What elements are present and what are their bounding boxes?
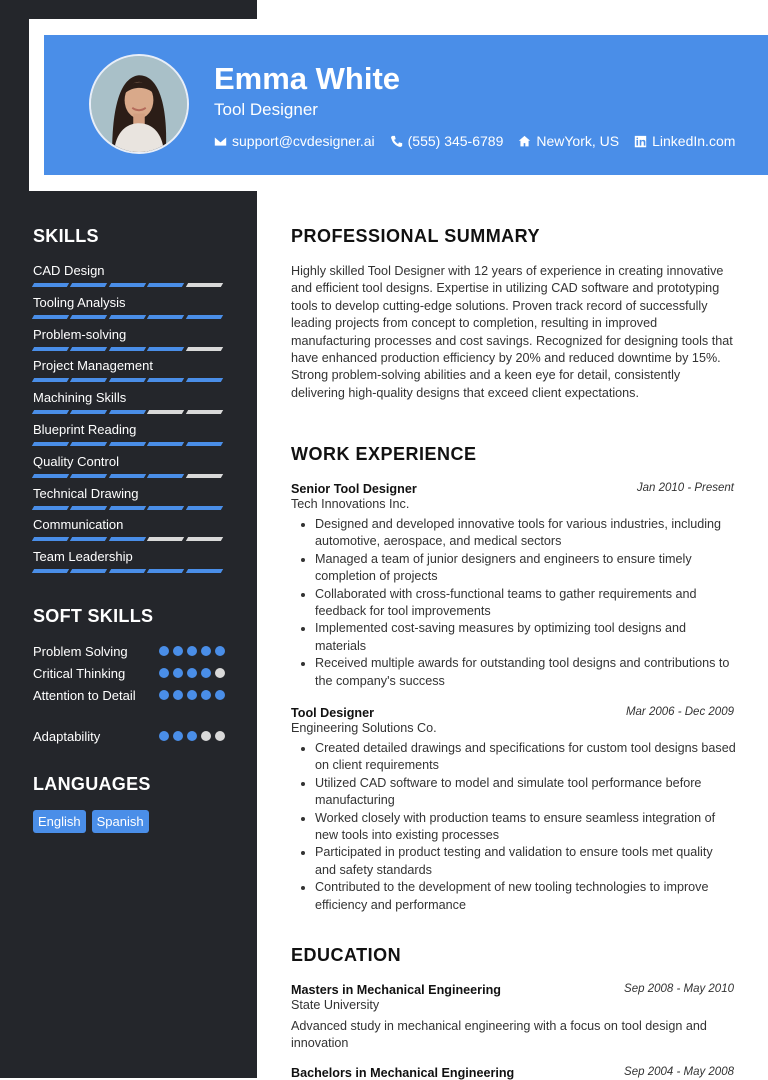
skill-name: Tooling Analysis	[33, 294, 126, 310]
skill-name: Blueprint Reading	[33, 422, 137, 437]
skill-level-segment	[32, 347, 70, 351]
skill-level-segment	[185, 474, 223, 478]
rating-dot	[173, 668, 183, 678]
skill-level-segment	[185, 442, 223, 446]
skill-level-segment	[147, 537, 185, 541]
language-tag: Spanish	[92, 810, 149, 833]
rating-dot	[215, 646, 225, 656]
job-bullet: • Created detailed drawings and specifications for custom tool designs based on client requirements	[315, 740, 736, 775]
skill-level-segment	[70, 410, 108, 414]
skill-level-segment	[32, 569, 70, 573]
job-entry	[291, 482, 736, 690]
skill-level-bar	[33, 537, 223, 541]
skill-level-segment	[109, 347, 147, 351]
soft-skill-name: Problem Solving	[33, 644, 128, 659]
job-bullet: • Collaborated with cross-functional teams to gather requirements and feedback for tool improvements	[315, 586, 736, 621]
skill-level-segment	[70, 537, 108, 541]
job-company: Tech Innovations Inc.	[291, 497, 410, 511]
phone-text: (555) 345-6789	[407, 133, 504, 149]
skill-name: Problem-solving	[33, 326, 127, 342]
job-date: Jan 2010 - Present	[636, 482, 734, 494]
rating-dot	[159, 646, 169, 656]
skill-item	[33, 358, 223, 382]
skill-name: Quality Control	[33, 453, 119, 469]
skill-item	[33, 327, 223, 351]
rating-dot	[159, 668, 169, 678]
job-bullets	[291, 516, 736, 690]
skill-item	[33, 295, 223, 319]
skill-level-bar	[33, 474, 223, 478]
soft-skill-item	[33, 687, 223, 705]
skill-level-segment	[70, 347, 108, 351]
contact-linkedin[interactable]	[634, 133, 735, 149]
job-bullet: • Managed a team of junior designers and engineers to ensure timely completion of projects	[315, 551, 736, 586]
rating-dot	[201, 646, 211, 656]
job-date: Mar 2006 - Dec 2009	[625, 706, 734, 718]
skill-name: Machining Skills	[33, 390, 127, 406]
skill-level-segment	[32, 378, 70, 382]
candidate-name: Emma White	[214, 61, 401, 96]
soft-skill-name: Critical Thinking	[33, 666, 126, 681]
rating-dot	[201, 668, 211, 678]
soft-skill-name: Adaptability	[33, 729, 101, 744]
rating-dot	[173, 731, 183, 741]
languages-list	[33, 810, 149, 833]
degree-title: Masters in Mechanical Engineering	[291, 983, 501, 997]
rating-dot	[215, 690, 225, 700]
skill-item	[33, 390, 223, 414]
home-icon	[518, 135, 531, 148]
skill-level-segment	[109, 283, 147, 287]
skill-level-segment	[109, 506, 147, 510]
soft-skill-rating	[159, 731, 225, 741]
skill-level-segment	[147, 569, 185, 573]
skill-level-segment	[70, 442, 108, 446]
rating-dot	[173, 646, 183, 656]
header-frame	[29, 19, 768, 191]
skill-level-segment	[147, 410, 185, 414]
skill-level-segment	[109, 410, 147, 414]
skill-level-segment	[147, 283, 185, 287]
skill-level-segment	[70, 474, 108, 478]
job-bullet: • Implemented cost-saving measures by optimizing tool designs and materials	[315, 620, 736, 655]
soft-skill-rating	[159, 646, 225, 656]
skill-level-bar	[33, 506, 223, 510]
skill-level-segment	[109, 378, 147, 382]
linkedin-icon	[634, 135, 647, 148]
soft-skill-item	[33, 728, 223, 746]
rating-dot	[159, 690, 169, 700]
skill-level-segment	[147, 315, 185, 319]
email-text: support@cvdesigner.ai	[232, 133, 375, 149]
rating-dot	[215, 668, 225, 678]
contact-phone[interactable]	[390, 133, 504, 149]
skill-level-segment	[147, 506, 185, 510]
soft-skill-rating	[159, 668, 225, 678]
job-company: Engineering Solutions Co.	[291, 721, 437, 735]
summary-text: Highly skilled Tool Designer with 12 years of experience in creating innovative and efficient tool designs. Expertise in utilizing CAD software and prototyping tools to develop cutting-edge solutions. Proven track record of successfully leading projects from concept to completion, resulting in improved manufacturing processes and cost savings. Recognized for designing tools that have enhanced production efficiency by 20% and reduced downtime by 15%. Strong problem-solving abilities and a keen eye for detail, consistently delivering high-quality designs that exceed client expectations.	[291, 264, 733, 400]
profile-photo	[89, 54, 189, 154]
skill-level-segment	[70, 506, 108, 510]
rating-dot	[201, 690, 211, 700]
rating-dot	[159, 731, 169, 741]
skill-level-segment	[147, 474, 185, 478]
candidate-role: Tool Designer	[214, 100, 318, 119]
skill-item	[33, 422, 223, 446]
rating-dot	[187, 646, 197, 656]
skill-level-bar	[33, 283, 223, 287]
skill-name: CAD Design	[33, 263, 105, 278]
envelope-icon	[214, 135, 227, 148]
skill-level-segment	[109, 474, 147, 478]
skill-item	[33, 263, 223, 287]
skill-level-segment	[32, 315, 70, 319]
job-bullet: • Utilized CAD software to model and simulate tool performance before manufacturing	[315, 775, 736, 810]
job-bullets	[291, 740, 736, 914]
rating-dot	[215, 731, 225, 741]
education-entry	[291, 983, 736, 1053]
linkedin-text: LinkedIn.com	[652, 133, 736, 149]
skill-level-segment	[32, 506, 70, 510]
skill-level-segment	[70, 569, 108, 573]
skill-level-bar	[33, 442, 223, 446]
skill-level-segment	[185, 506, 223, 510]
languages-title: LANGUAGES	[33, 774, 151, 794]
job-bullet: • Participated in product testing and validation to ensure tools met quality and safety standards	[315, 844, 736, 879]
contact-email[interactable]	[214, 133, 375, 149]
rating-dot	[201, 731, 211, 741]
skill-name: Technical Drawing	[33, 485, 139, 501]
soft-skill-item	[33, 643, 223, 661]
skill-level-segment	[147, 347, 185, 351]
job-entry	[291, 706, 736, 914]
education-date: Sep 2008 - May 2010	[624, 983, 734, 995]
rating-dot	[187, 731, 197, 741]
job-bullet: • Worked closely with production teams to ensure seamless integration of new tools into existing processes	[315, 810, 736, 845]
location-text: NewYork, US	[536, 133, 620, 149]
skill-level-segment	[32, 410, 70, 414]
skill-level-segment	[109, 537, 147, 541]
skill-name: Communication	[33, 517, 124, 533]
skill-level-bar	[33, 347, 223, 351]
skill-item	[33, 549, 223, 573]
skill-level-segment	[185, 537, 223, 541]
rating-dot	[187, 668, 197, 678]
soft-skill-rating	[159, 690, 225, 700]
experience-title: WORK EXPERIENCE	[291, 444, 477, 464]
job-bullet: • Contributed to the development of new tooling technologies to improve efficiency and performance	[315, 879, 736, 914]
skill-item	[33, 454, 223, 478]
skills-title: SKILLS	[33, 226, 99, 246]
skill-level-segment	[70, 378, 108, 382]
soft-skill-name: Attention to Detail	[33, 688, 136, 703]
skill-level-segment	[185, 410, 223, 414]
skill-level-bar	[33, 569, 223, 573]
profile-photo-illustration	[91, 56, 187, 152]
summary-title: PROFESSIONAL SUMMARY	[291, 226, 541, 246]
skill-level-bar	[33, 315, 223, 319]
skill-level-segment	[147, 442, 185, 446]
language-tag: English	[33, 810, 86, 833]
skill-level-segment	[32, 283, 70, 287]
education-title: EDUCATION	[291, 945, 402, 965]
skill-level-bar	[33, 410, 223, 414]
skill-level-segment	[185, 347, 223, 351]
skill-level-bar	[33, 378, 223, 382]
skill-item	[33, 517, 223, 541]
skill-level-segment	[185, 569, 223, 573]
skill-level-segment	[32, 442, 70, 446]
school-name: State University	[291, 998, 380, 1012]
job-bullet: • Received multiple awards for outstanding tool designs and contributions to the company's success	[315, 655, 736, 690]
soft-skills-title: SOFT SKILLS	[33, 606, 154, 626]
degree-title: Bachelors in Mechanical Engineering	[291, 1066, 515, 1080]
education-description: Advanced study in mechanical engineering with a focus on tool design and innovation	[291, 1019, 707, 1051]
header	[44, 35, 768, 175]
job-bullet: • Designed and developed innovative tools for various industries, including automotive, aerospace, and medical sectors	[315, 516, 736, 551]
skill-level-segment	[32, 537, 70, 541]
skill-level-segment	[185, 378, 223, 382]
skill-name: Team Leadership	[33, 549, 133, 565]
skill-level-segment	[109, 315, 147, 319]
skill-level-segment	[109, 442, 147, 446]
skill-item	[33, 486, 223, 510]
job-title: Senior Tool Designer	[291, 482, 417, 496]
skill-name: Project Management	[33, 358, 153, 374]
skill-level-segment	[185, 315, 223, 319]
skill-level-segment	[32, 474, 70, 478]
skill-level-segment	[70, 315, 108, 319]
skill-level-segment	[70, 283, 108, 287]
job-title: Tool Designer	[291, 706, 375, 720]
skill-level-segment	[109, 569, 147, 573]
contact-location	[518, 133, 619, 149]
contact-row	[214, 133, 735, 149]
education-date: Sep 2004 - May 2008	[624, 1066, 734, 1078]
skill-level-segment	[147, 378, 185, 382]
phone-icon	[390, 135, 403, 148]
soft-skill-item	[33, 665, 223, 683]
rating-dot	[187, 690, 197, 700]
skill-level-segment	[185, 283, 223, 287]
rating-dot	[173, 690, 183, 700]
